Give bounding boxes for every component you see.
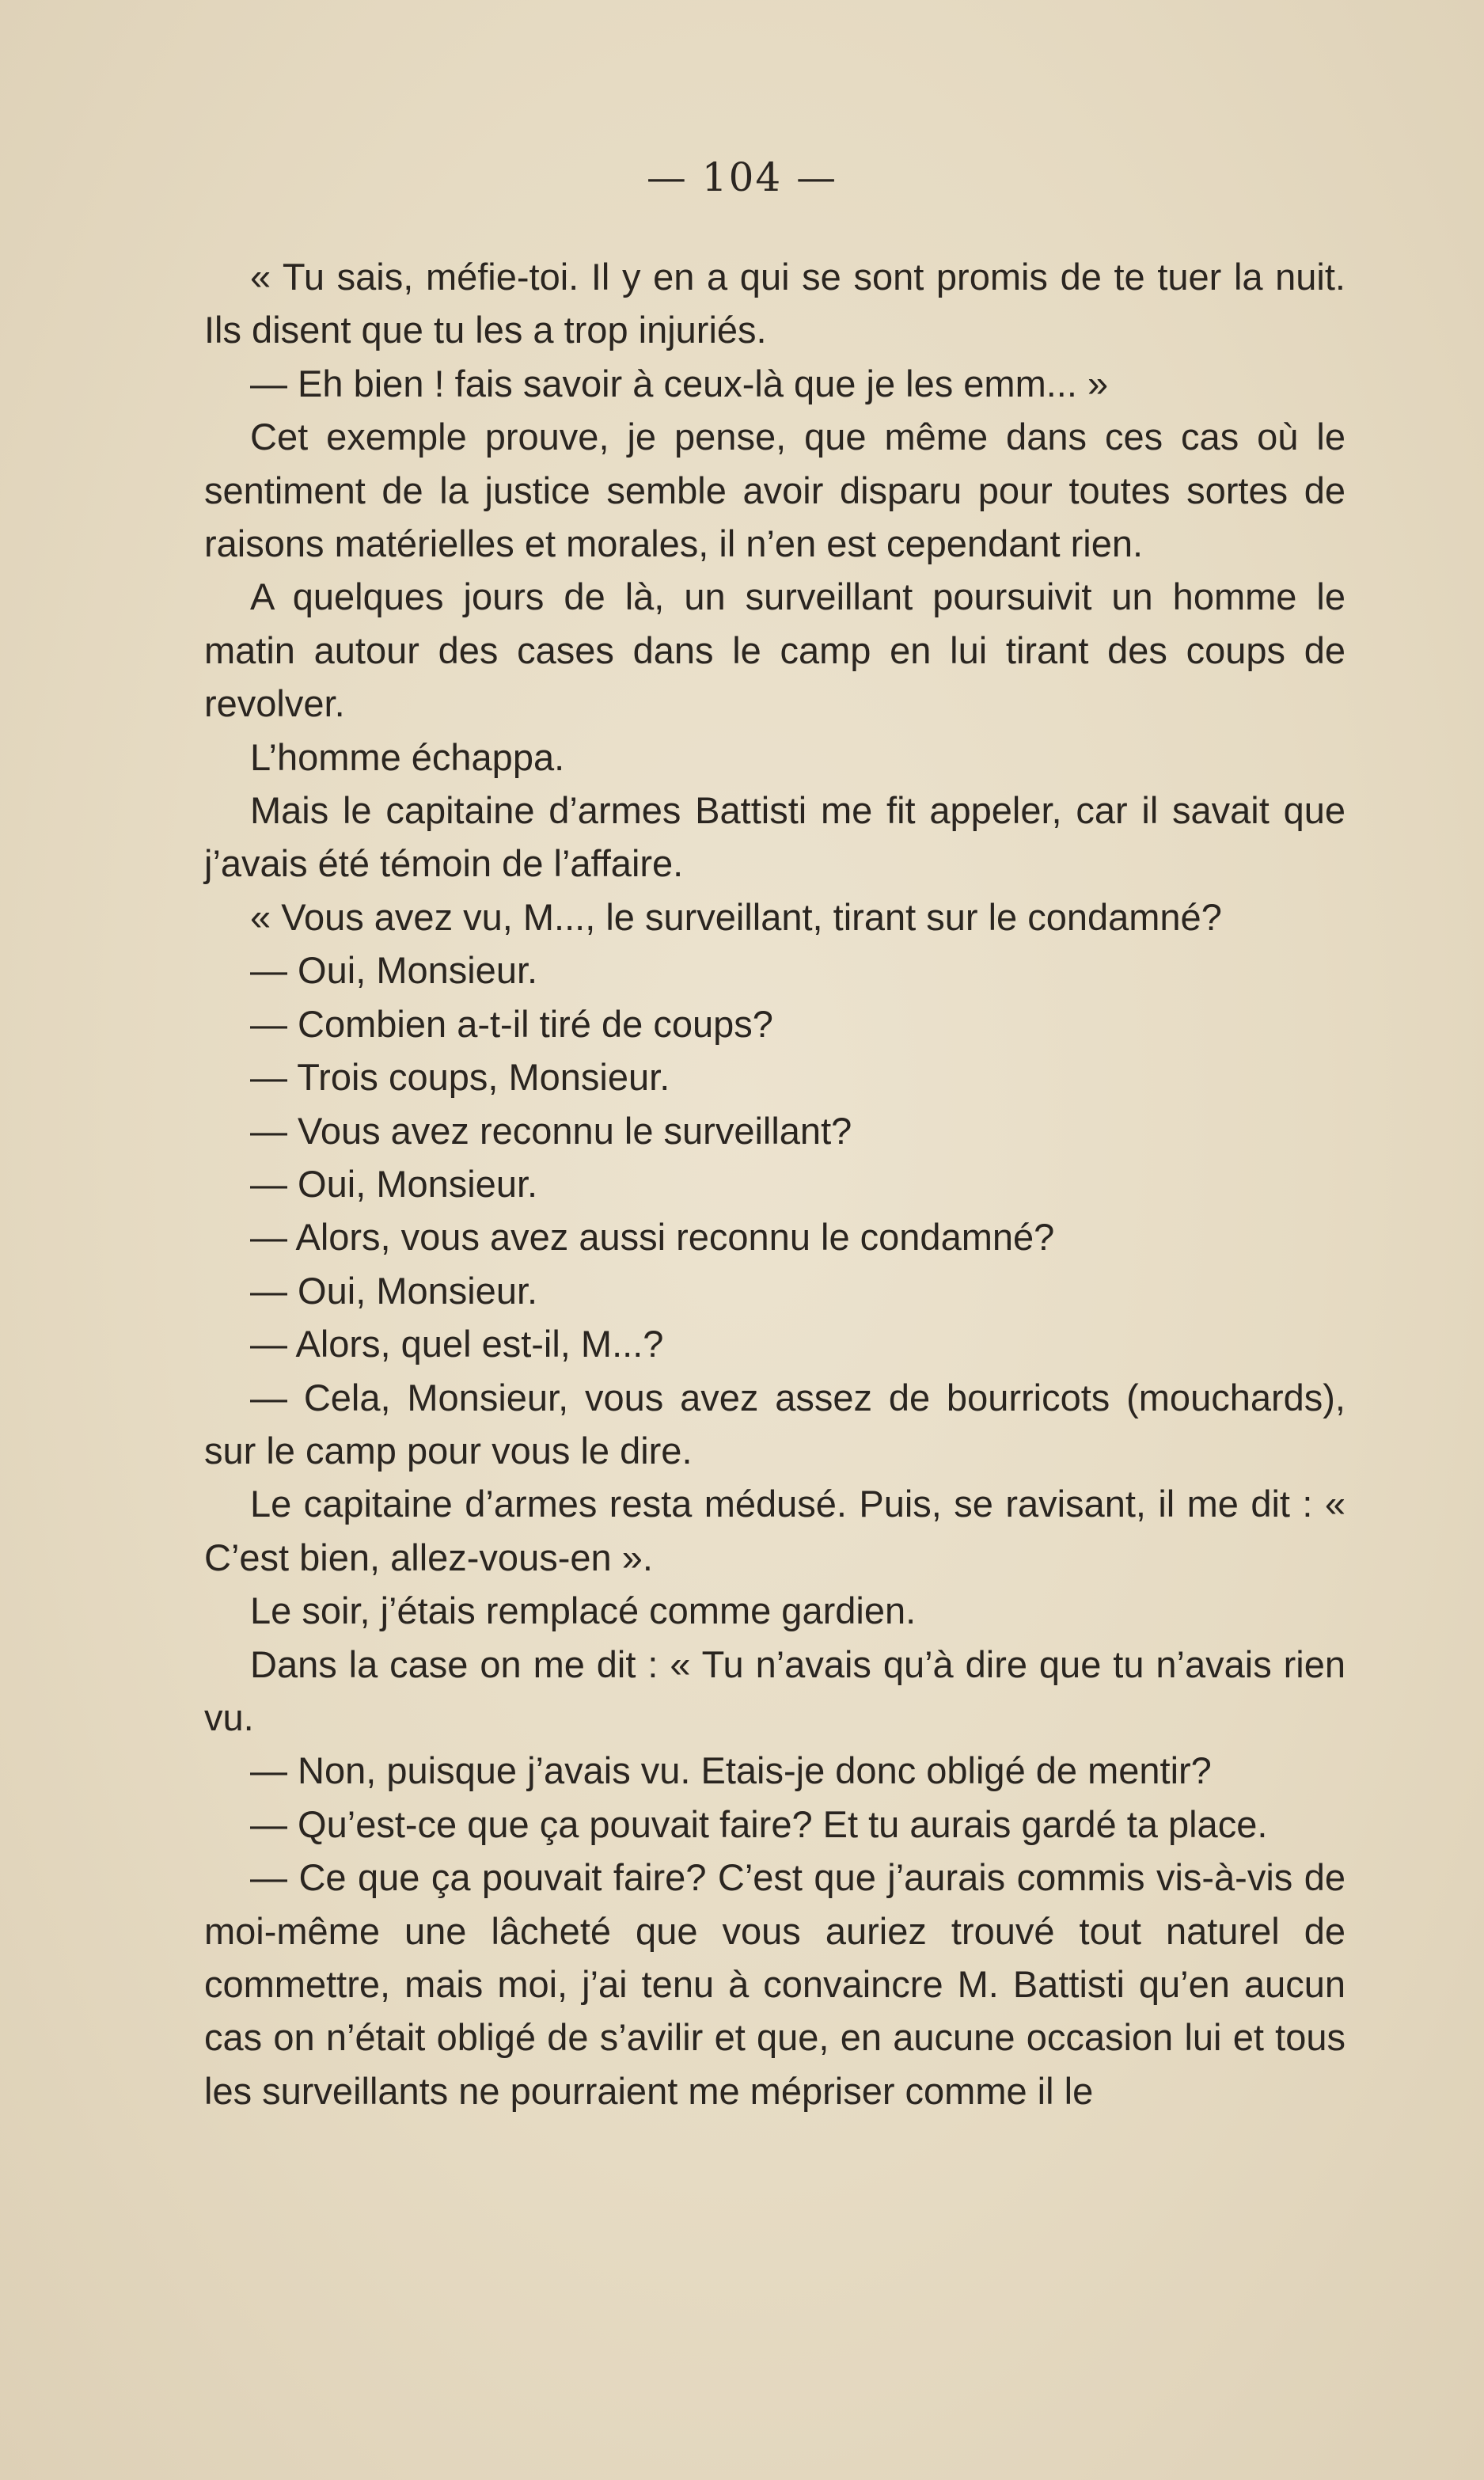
- paragraph: — Ce que ça pouvait faire? C’est que j’aurais commis vis-à-vis de moi-même une lâcheté que vous auriez trouvé tout naturel de commettre, mais moi, j’ai tenu à convaincre M. Battisti qu’en aucun cas on n’était obligé de s’avilir et que, en aucune occasion lui et tous les surveillants ne pourraient me mépriser comme il le: [204, 1856, 1345, 2112]
- paragraph: — Alors, vous avez aussi reconnu le condamné?: [250, 1216, 1055, 1259]
- paragraph: — Alors, quel est-il, M...?: [250, 1323, 664, 1365]
- paragraph: Le capitaine d’armes resta médusé. Puis, se ravisant, il me dit : « C’est bien, allez-vous-en ».: [204, 1483, 1345, 1578]
- paragraph: Mais le capitaine d’armes Battisti me fit appeler, car il savait que j’avais été témoin de l’affaire.: [204, 789, 1345, 885]
- paragraph: — Cela, Monsieur, vous avez assez de bourricots (mouchards), sur le camp pour vous le dire.: [204, 1376, 1345, 1472]
- paragraph: — Eh bien ! fais savoir à ceux-là que je les emm... »: [250, 362, 1109, 404]
- paragraph: — Vous avez reconnu le surveillant?: [250, 1109, 852, 1152]
- paragraph: Le soir, j’étais remplacé comme gardien.: [250, 1589, 917, 1632]
- page-number: — 104 —: [646, 154, 838, 200]
- paragraph: — Combien a-t-il tiré de coups?: [250, 1002, 773, 1045]
- paragraph: — Qu’est-ce que ça pouvait faire? Et tu aurais gardé ta place.: [250, 1802, 1268, 1845]
- paragraph: — Oui, Monsieur.: [250, 1269, 538, 1312]
- paragraph: « Vous avez vu, M..., le surveillant, tirant sur le condamné?: [250, 895, 1222, 938]
- paragraph: — Oui, Monsieur.: [250, 949, 538, 992]
- paragraph: — Non, puisque j’avais vu. Etais-je donc obligé de mentir?: [250, 1749, 1212, 1792]
- paragraph: A quelques jours de là, un surveillant poursuivit un homme le matin autour des cases dans le camp en lui tirant des coups de revolver.: [204, 575, 1345, 725]
- paragraph: — Trois coups, Monsieur.: [250, 1056, 670, 1099]
- body-text: [204, 250, 1345, 2117]
- paragraph: « Tu sais, méfie-toi. Il y en a qui se sont promis de te tuer la nuit. Ils disent que tu les a trop injuriés.: [204, 256, 1345, 351]
- paragraph: Dans la case on me dit : « Tu n’avais qu’à dire que tu n’avais rien vu.: [204, 1643, 1345, 1738]
- paragraph: Cet exemple prouve, je pense, que même dans ces cas où le sentiment de la justice semble avoir disparu pour toutes sortes de raisons matérielles et morales, il n’en est cependant rien.: [204, 416, 1345, 565]
- paragraph: — Oui, Monsieur.: [250, 1162, 538, 1205]
- paragraph: L’homme échappa.: [250, 735, 565, 778]
